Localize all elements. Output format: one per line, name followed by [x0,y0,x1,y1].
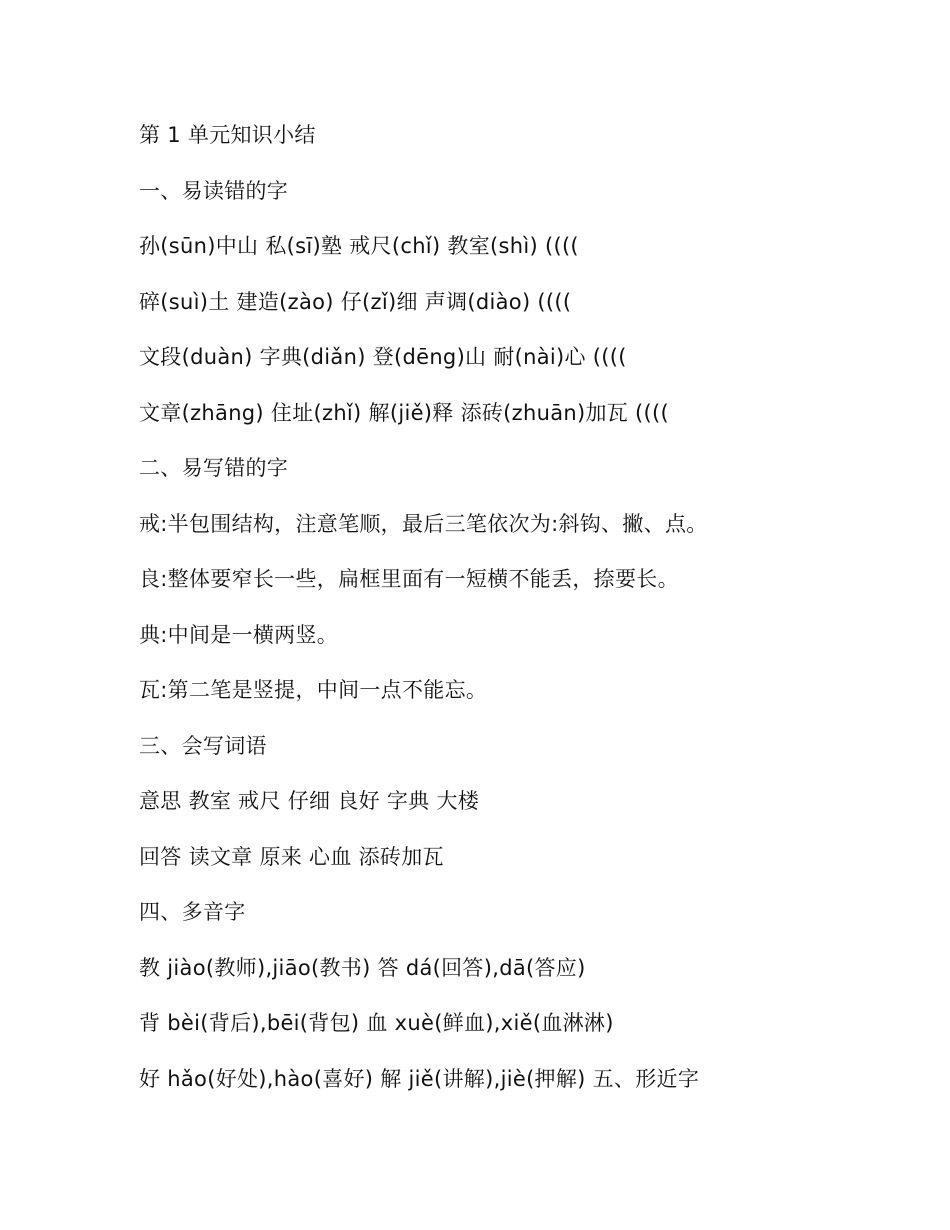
pinyin-line-2: 碎(suì)土 建造(zào) 仔(zǐ)细 声调(diào) (((( [139,289,572,314]
polyphonic-line-3: 好 hǎo(好处),hào(喜好) 解 jiě(讲解),jiè(押解) 五、形近字 [139,1066,700,1091]
unit-title: 第 1 单元知识小结 [139,123,316,147]
polyphonic-line-1: 教 jiào(教师),jiāo(教书) 答 dá(回答),dā(答应) [139,955,586,980]
pinyin-line-4: 文章(zhāng) 住址(zhǐ) 解(jiě)释 添砖(zhuān)加瓦 (((( [139,400,670,425]
vocabulary-line-1: 意思 教室 戒尺 仔细 良好 字典 大楼 [139,789,480,813]
pinyin-line-3: 文段(duàn) 字典(diǎn) 登(dēng)山 耐(nài)心 (((( [139,345,627,369]
section-heading-vocabulary: 三、会写词语 [139,733,267,758]
section-heading-miswritten-characters: 二、易写错的字 [139,456,289,480]
section-heading-misread-characters: 一、易读错的字 [139,178,289,203]
pinyin-line-1: 孙(sūn)中山 私(sī)塾 戒尺(chǐ) 教室(shì) (((( [139,234,579,258]
writing-note-wa: 瓦:第二笔是竖提，中间一点不能忘。 [139,678,488,702]
writing-note-dian: 典:中间是一横两竖。 [139,622,339,647]
writing-note-liang: 良:整体要窄长一些，扁框里面有一短横不能丢，捺要长。 [139,567,679,591]
vocabulary-line-2: 回答 读文章 原来 心血 添砖加瓦 [139,844,444,869]
section-heading-polyphonic-characters: 四、多音字 [139,900,246,924]
polyphonic-line-2: 背 bèi(背后),bēi(背包) 血 xuè(鲜血),xiě(血淋淋) [139,1011,614,1035]
document-body [139,108,899,1107]
writing-note-jie: 戒:半包围结构，注意笔顺，最后三笔依次为:斜钩、撇、点。 [139,511,708,536]
